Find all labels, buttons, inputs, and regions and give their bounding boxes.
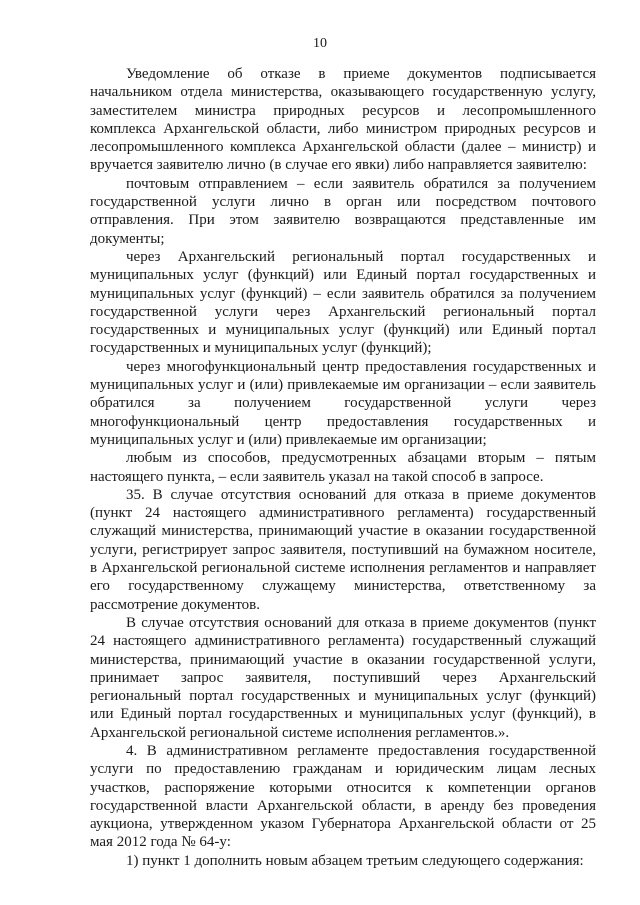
paragraph: через многофункциональный центр предоставления государственных и муниципальных услуг и (или) привлекаемые им организации – если заявитель обратился за получением государственной услуги через многофункциональный центр предоставления государственных и муниципальных услуг и (или) привлекаемые им организации; xyxy=(90,358,596,448)
paragraph: Уведомление об отказе в приеме документов подписывается начальником отдела министерства, оказывающего государственную услугу, заместителем министра природных ресурсов и лесопромышленного комплекса Архангельской области, либо министром природных ресурсов и лесопромышленного комплекса Архангельской области (далее – министр) и вручается заявителю лично (в случае его явки) либо направляется заявителю: xyxy=(90,66,596,174)
paragraph: В случае отсутствия оснований для отказа в приеме документов (пункт 24 настоящего административного регламента) государственный служащий министерства, принимающий участие в оказании государственной услуги, принимает запрос заявителя, поступивший через Архангельский региональный портал государственных и муниципальных услуг (функций) или Единый портал государственных и муниципальных услуг (функций), в Архангельской региональной системе исполнения регламентов.». xyxy=(90,614,596,741)
page-number: 10 xyxy=(313,36,327,51)
paragraph: 4. В административном регламенте предоставления государственной услуги по предоставлению гражданам и юридическим лицам лесных участков, распоряжение которыми относится к компетенции органов государственной власти Архангельской области, в аренду без проведения аукциона, утвержденном указом Губернатора Архангельской области от 25 мая 2012 года № 64-у: xyxy=(90,742,596,851)
document-body xyxy=(90,65,596,870)
paragraph: любым из способов, предусмотренных абзацами вторым – пятым настоящего пункта, – если заявитель указал на такой способ в запросе. xyxy=(90,450,596,485)
paragraph: почтовым отправлением – если заявитель обратился за получением государственной услуги лично в орган или посредством почтового отправления. При этом заявителю возвращаются представленные им документы; xyxy=(90,175,596,247)
paragraph: через Архангельский региональный портал государственных и муниципальных услуг (функций) или Единый портал государственных и муниципальных услуг (функций) – если заявитель обратился за получением государственной услуги через Архангельский региональный портал государственных и муниципальных услуг (функций) или Единый портал государственных и муниципальных услуг (функций); xyxy=(90,248,596,357)
paragraph: 35. В случае отсутствия оснований для отказа в приеме документов (пункт 24 настоящего административного регламента) государственный служащий министерства, принимающий участие в оказании государственной услуги, регистрирует запрос заявителя, поступивший на бумажном носителе, в Архангельской региональной системе исполнения регламентов и направляет его государственному служащему министерства, ответственному за рассмотрение документов. xyxy=(90,486,596,613)
paragraph: 1) пункт 1 дополнить новым абзацем третьим следующего содержания: xyxy=(126,852,584,869)
